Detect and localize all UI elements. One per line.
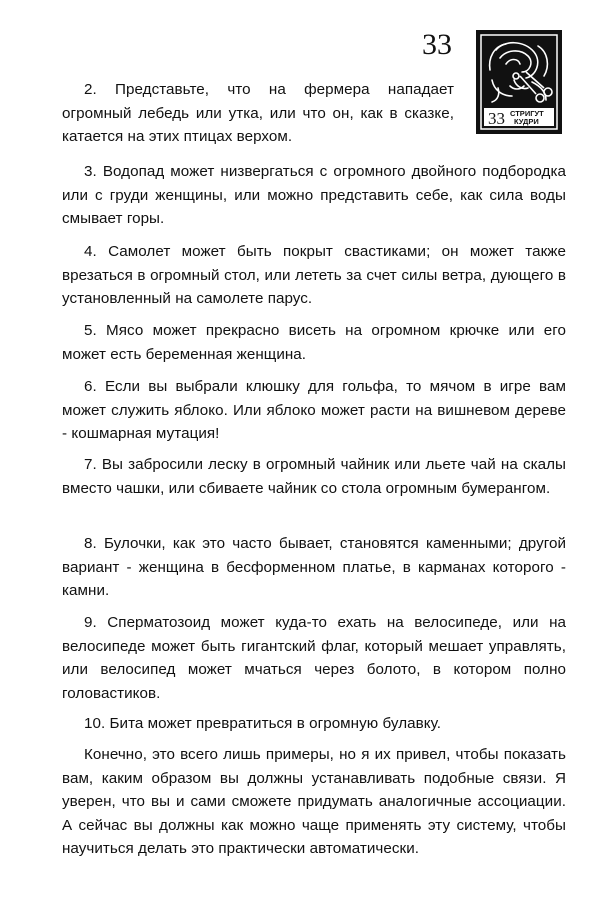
conclusion-paragraph: Конечно, это всего лишь примеры, но я их привел, чтобы показать вам, каким образом вы должны устанавливать подобные связи. Я уверен, что вы и сами сможете придумать аналогичные ассоциации. А сейчас вы должны как можно чаще применять эту систему, чтобы научиться делать это практически автоматически. <box>62 746 566 857</box>
stamp-illustration <box>476 30 562 134</box>
stamp-label-top: СТРИГУТ <box>510 109 544 118</box>
paragraph-5: 5. Мясо может прекрасно висеть на огромном крючке или его может есть беременная женщина. <box>62 322 566 363</box>
page-number: 33 <box>422 28 452 61</box>
paragraph-3: 3. Водопад может низвергаться с огромного двойного подбородка или с груди женщины, или можно представить себе, как сила воды смывает горы. <box>62 163 566 227</box>
paragraph-4: 4. Самолет может быть покрыт свастиками; он может также врезаться в огромный стол, или лететь за счет силы ветра, дующего в установленный на самолете парус. <box>62 243 566 307</box>
paragraph-8: 8. Булочки, как это часто бывает, становятся каменными; другой вариант - женщина в бесформенном платье, в карманах которого - камни. <box>62 535 566 599</box>
stamp-number: 33 <box>488 109 505 128</box>
paragraph-6: 6. Если вы выбрали клюшку для гольфа, то мячом в игре вам может служить яблоко. Или яблоко может расти на вишневом дереве - кошмарная мутация! <box>62 378 566 442</box>
paragraph-7: 7. Вы забросили леску в огромный чайник или льете чай на скалы вместо чашки, или сбиваете чайник со стола огромным бумерангом. <box>62 456 566 497</box>
paragraph-10: 10. Бита может превратиться в огромную булавку. <box>84 715 441 732</box>
stamp-label-bottom: КУДРИ <box>514 117 539 126</box>
paragraph-9: 9. Сперматозоид может куда-то ехать на велосипеде, или на велосипеде может быть гигантский флаг, который мешает управлять, или велосипед может мчаться через болото, в котором полно головастиков. <box>62 614 566 702</box>
paragraph-2: 2. Представьте, что на фермера нападает огромный лебедь или утка, или что он, как в сказке, катается на этих птицах верхом. <box>62 81 454 145</box>
